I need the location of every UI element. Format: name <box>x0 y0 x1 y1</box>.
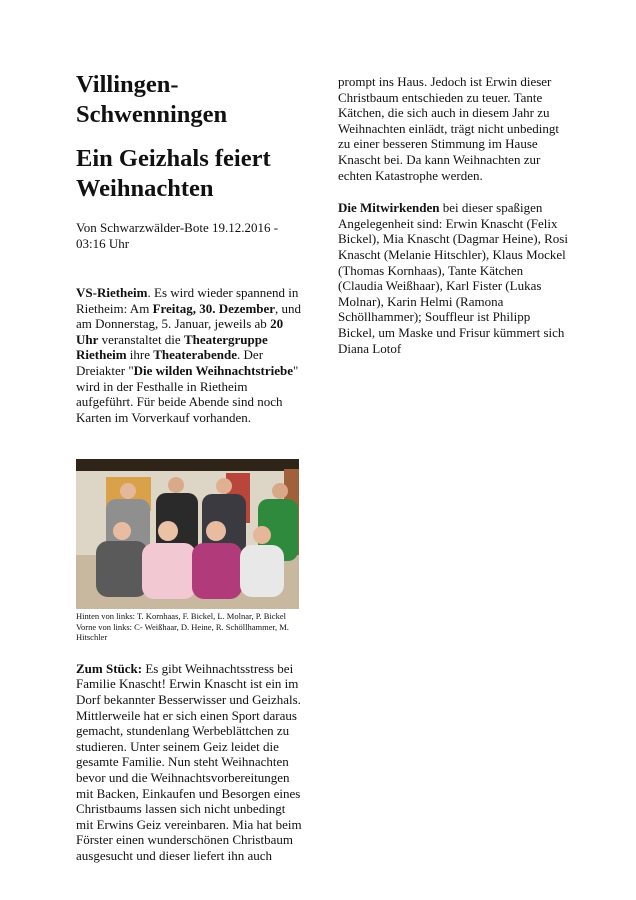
mitwirkende-text: bei dieser spaßigen Angelegenheit sind: Erwin Knascht (Felix Bickel), Mia Knascht (Dagmar Heine), Rosi Knascht (Melanie Hitschler), Klaus Mockel (Thomas Kornhaas), Tante Kätchen (Claudia Weißhaar), Karl Fister (Lukas Molnar), Karin Helmi (Ramona Schöllhammer); Souffleur ist Philipp Bickel, um Maske und Frisur kümmert sich Diana Lotof <box>338 200 568 356</box>
lead-group: Theatergruppe Rietheim <box>76 331 268 363</box>
lead-play-title: Die wilden Weihnachtstriebe <box>133 362 294 378</box>
left-column <box>76 70 304 864</box>
lead-text-2: , und am Donnerstag, 5. Januar, jeweils ab <box>76 300 302 332</box>
group-photo <box>76 459 299 609</box>
lead-date: Freitag, 30. Dezember <box>152 300 276 316</box>
photo-caption-front-row: Vorne von links: C- Weißhaar, D. Heine, R. Schöllhammer, M. Hitschler <box>76 621 289 643</box>
mitwirkende-paragraph <box>338 200 568 356</box>
lead-text-6: " wird in der Festhalle in Rietheim aufgeführt. Für beide Abende sind noch Karten im Vorverkauf vorhanden. <box>76 362 299 425</box>
lead-paragraph <box>76 285 304 425</box>
lead-text-4: ihre <box>126 347 154 363</box>
mitwirkende-label: Die Mitwirkenden <box>338 200 440 216</box>
lead-place: VS-Rietheim <box>76 285 148 300</box>
stueck-paragraph <box>76 661 304 864</box>
location-heading: Villingen-Schwenningen <box>76 71 228 128</box>
right-column <box>338 74 568 356</box>
stueck-label: Zum Stück: <box>76 660 143 676</box>
article-title: Ein Geizhals feiert Weihnachten <box>76 145 271 202</box>
photo-caption <box>76 611 304 643</box>
lead-evenings: Theaterabende <box>153 347 238 363</box>
lead-text-5: . Der Dreiakter " <box>76 347 264 378</box>
group-photo-illustration <box>76 459 299 609</box>
lead-text-1: . Es wird wieder spannend in Rietheim: Am <box>76 285 299 316</box>
photo-caption-back-row: Hinten von links: T. Kornhaas, F. Bickel, L. Molnar, P. Bickel <box>76 611 286 622</box>
stueck-text: Es gibt Weihnachtsstress bei Familie Knascht! Erwin Knascht ist ein im Dorf bekannter Besserwisser und Geizhals. Mittlerweile hat er sich einen Sport daraus gemacht, stundenlang Werbeblättchen zu studieren. Unter seinem Geiz leidet die gesamte Familie. Nun steht Weihnachten bevor und die Weihnachtsvorbereitungen mit Backen, Einkaufen und Besorgen eines Christbaums lassen sich nicht unbedingt mit Erwins Geiz vereinbaren. Mia hat beim Förster einen wunderschönen Christbaum ausgesucht und dieser liefert ihn auch <box>76 660 302 863</box>
lead-time: 20 Uhr <box>76 316 284 347</box>
stueck-continuation: prompt ins Haus. Jedoch ist Erwin dieser Christbaum entschieden zu teuer. Tante Kätchen, die sich auch in diesem Jahr zu Weihnachten einlädt, trägt nicht unbedingt zu einer besseren Stimmung im Hause Knascht bei. Da kann Weihnachten zur echten Katastrophe werden. <box>338 74 559 183</box>
byline: Von Schwarzwälder-Bote 19.12.2016 - 03:16 Uhr <box>76 220 279 251</box>
lead-text-3: veranstaltet die <box>98 331 184 347</box>
